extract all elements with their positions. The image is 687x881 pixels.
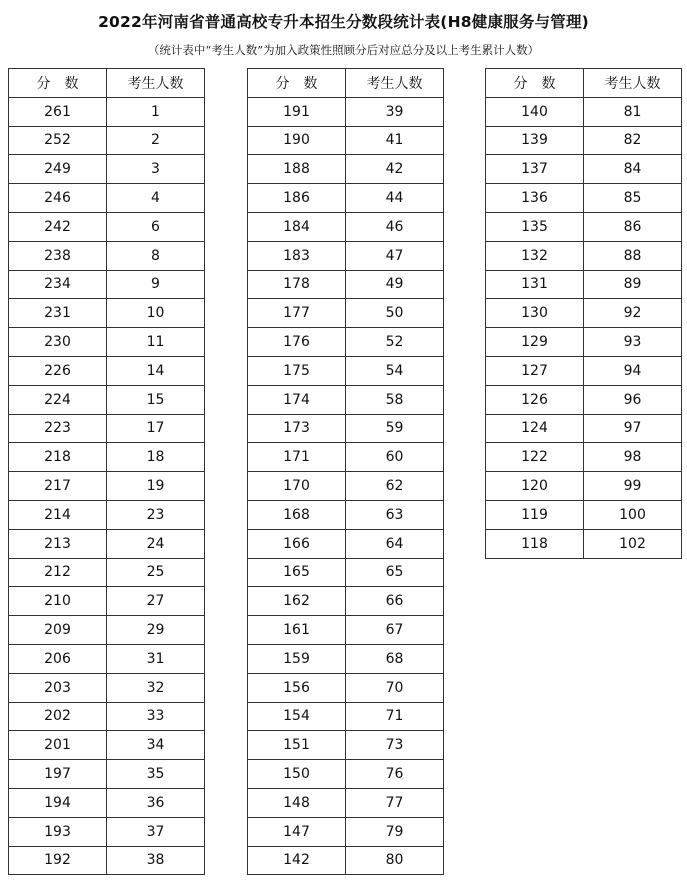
score-cell: 183: [248, 241, 346, 270]
table-row: [486, 328, 682, 357]
count-cell: 4: [107, 184, 205, 213]
table-row: [248, 817, 444, 846]
table-row: [486, 472, 682, 501]
count-cell: 93: [584, 328, 682, 357]
count-cell: 15: [107, 385, 205, 414]
count-cell: 81: [584, 97, 682, 126]
score-cell: 127: [486, 356, 584, 385]
table-row: [9, 529, 205, 558]
table-row: [248, 414, 444, 443]
count-cell: 36: [107, 788, 205, 817]
table-row: [248, 184, 444, 213]
score-cell: 206: [9, 644, 107, 673]
count-cell: 1: [107, 97, 205, 126]
table-row: [248, 97, 444, 126]
score-cell: 120: [486, 472, 584, 501]
score-cell: 238: [9, 241, 107, 270]
header-count: 考生人数: [346, 69, 444, 98]
count-cell: 76: [346, 760, 444, 789]
page-title: 2022年河南省普通高校专升本招生分数段统计表(H8健康服务与管理): [98, 13, 589, 31]
table-row: [248, 126, 444, 155]
score-cell: 210: [9, 587, 107, 616]
count-cell: 23: [107, 500, 205, 529]
table-row: [248, 529, 444, 558]
table-row: [9, 212, 205, 241]
score-cell: 174: [248, 385, 346, 414]
count-cell: 77: [346, 788, 444, 817]
table-row: [248, 443, 444, 472]
table-row: [486, 414, 682, 443]
score-table-1: [8, 68, 205, 875]
count-cell: 41: [346, 126, 444, 155]
count-cell: 65: [346, 558, 444, 587]
score-cell: 246: [9, 184, 107, 213]
table-row: [9, 155, 205, 184]
count-cell: 33: [107, 702, 205, 731]
table-row: [248, 299, 444, 328]
count-cell: 14: [107, 356, 205, 385]
score-cell: 234: [9, 270, 107, 299]
count-cell: 62: [346, 472, 444, 501]
score-cell: 223: [9, 414, 107, 443]
count-cell: 97: [584, 414, 682, 443]
score-cell: 194: [9, 788, 107, 817]
table-row: [9, 817, 205, 846]
score-cell: 212: [9, 558, 107, 587]
header-score: 分 数: [248, 69, 346, 98]
count-cell: 34: [107, 731, 205, 760]
score-cell: 190: [248, 126, 346, 155]
table-row: [9, 616, 205, 645]
count-cell: 25: [107, 558, 205, 587]
table-row: [486, 443, 682, 472]
header-score: 分 数: [9, 69, 107, 98]
score-cell: 230: [9, 328, 107, 357]
count-cell: 27: [107, 587, 205, 616]
count-cell: 79: [346, 817, 444, 846]
score-cell: 209: [9, 616, 107, 645]
header-count: 考生人数: [107, 69, 205, 98]
table-row: [486, 212, 682, 241]
table-row: [9, 328, 205, 357]
score-cell: 136: [486, 184, 584, 213]
table-row: [486, 155, 682, 184]
table-row: [9, 97, 205, 126]
score-cell: 226: [9, 356, 107, 385]
table-header-row: [248, 69, 444, 98]
score-cell: 177: [248, 299, 346, 328]
score-cell: 252: [9, 126, 107, 155]
table-row: [9, 558, 205, 587]
count-cell: 52: [346, 328, 444, 357]
table-row: [248, 558, 444, 587]
score-cell: 159: [248, 644, 346, 673]
count-cell: 96: [584, 385, 682, 414]
table-row: [248, 616, 444, 645]
score-table-2: [247, 68, 444, 875]
count-cell: 84: [584, 155, 682, 184]
count-cell: 89: [584, 270, 682, 299]
score-cell: 142: [248, 846, 346, 875]
count-cell: 59: [346, 414, 444, 443]
count-cell: 86: [584, 212, 682, 241]
score-cell: 150: [248, 760, 346, 789]
count-cell: 42: [346, 155, 444, 184]
count-cell: 66: [346, 587, 444, 616]
score-cell: 261: [9, 97, 107, 126]
table-row: [9, 184, 205, 213]
table-row: [486, 270, 682, 299]
count-cell: 47: [346, 241, 444, 270]
table-row: [9, 472, 205, 501]
table-row: [248, 760, 444, 789]
count-cell: 88: [584, 241, 682, 270]
count-cell: 9: [107, 270, 205, 299]
count-cell: 85: [584, 184, 682, 213]
count-cell: 70: [346, 673, 444, 702]
table-row: [486, 97, 682, 126]
count-cell: 2: [107, 126, 205, 155]
count-cell: 8: [107, 241, 205, 270]
score-table-3: [485, 68, 682, 559]
table-row: [9, 788, 205, 817]
score-cell: 154: [248, 702, 346, 731]
count-cell: 94: [584, 356, 682, 385]
table-row: [248, 788, 444, 817]
score-cell: 201: [9, 731, 107, 760]
count-cell: 63: [346, 500, 444, 529]
count-cell: 102: [584, 529, 682, 558]
count-cell: 64: [346, 529, 444, 558]
table-row: [248, 587, 444, 616]
count-cell: 60: [346, 443, 444, 472]
table-row: [9, 673, 205, 702]
score-cell: 161: [248, 616, 346, 645]
table-row: [486, 529, 682, 558]
table-row: [9, 356, 205, 385]
count-cell: 17: [107, 414, 205, 443]
count-cell: 24: [107, 529, 205, 558]
table-row: [9, 270, 205, 299]
table-row: [486, 184, 682, 213]
table-row: [486, 500, 682, 529]
score-cell: 166: [248, 529, 346, 558]
score-cell: 151: [248, 731, 346, 760]
count-cell: 38: [107, 846, 205, 875]
table-header-row: [9, 69, 205, 98]
table-row: [486, 241, 682, 270]
table-header-row: [486, 69, 682, 98]
count-cell: 46: [346, 212, 444, 241]
table-row: [248, 472, 444, 501]
score-cell: 122: [486, 443, 584, 472]
header-score: 分 数: [486, 69, 584, 98]
page-subtitle: （统计表中“考生人数”为加入政策性照顾分后对应总分及以上考生累计人数）: [147, 43, 540, 57]
table-row: [486, 385, 682, 414]
count-cell: 32: [107, 673, 205, 702]
table-row: [248, 155, 444, 184]
table-row: [248, 356, 444, 385]
score-cell: 213: [9, 529, 107, 558]
score-cell: 162: [248, 587, 346, 616]
score-cell: 184: [248, 212, 346, 241]
score-cell: 170: [248, 472, 346, 501]
count-cell: 99: [584, 472, 682, 501]
score-cell: 171: [248, 443, 346, 472]
score-cell: 130: [486, 299, 584, 328]
count-cell: 37: [107, 817, 205, 846]
table-row: [9, 443, 205, 472]
count-cell: 73: [346, 731, 444, 760]
score-cell: 119: [486, 500, 584, 529]
table-row: [248, 500, 444, 529]
score-cell: 203: [9, 673, 107, 702]
table-row: [486, 299, 682, 328]
score-cell: 173: [248, 414, 346, 443]
score-cell: 176: [248, 328, 346, 357]
score-cell: 129: [486, 328, 584, 357]
count-cell: 6: [107, 212, 205, 241]
count-cell: 44: [346, 184, 444, 213]
score-cell: 193: [9, 817, 107, 846]
score-cell: 135: [486, 212, 584, 241]
score-cell: 191: [248, 97, 346, 126]
count-cell: 71: [346, 702, 444, 731]
table-row: [248, 328, 444, 357]
score-cell: 242: [9, 212, 107, 241]
count-cell: 100: [584, 500, 682, 529]
count-cell: 10: [107, 299, 205, 328]
table-row: [248, 673, 444, 702]
count-cell: 35: [107, 760, 205, 789]
header-count: 考生人数: [584, 69, 682, 98]
score-cell: 156: [248, 673, 346, 702]
score-cell: 202: [9, 702, 107, 731]
table-row: [9, 299, 205, 328]
count-cell: 92: [584, 299, 682, 328]
table-row: [9, 587, 205, 616]
table-row: [9, 414, 205, 443]
score-cell: 132: [486, 241, 584, 270]
table-row: [486, 126, 682, 155]
table-row: [9, 760, 205, 789]
table-row: [248, 644, 444, 673]
table-row: [248, 846, 444, 875]
count-cell: 80: [346, 846, 444, 875]
table-row: [248, 385, 444, 414]
score-cell: 178: [248, 270, 346, 299]
count-cell: 29: [107, 616, 205, 645]
table-row: [9, 385, 205, 414]
table-row: [9, 126, 205, 155]
count-cell: 39: [346, 97, 444, 126]
score-cell: 192: [9, 846, 107, 875]
count-cell: 18: [107, 443, 205, 472]
table-row: [248, 241, 444, 270]
table-row: [9, 702, 205, 731]
score-cell: 249: [9, 155, 107, 184]
score-cell: 197: [9, 760, 107, 789]
score-cell: 137: [486, 155, 584, 184]
score-cell: 131: [486, 270, 584, 299]
count-cell: 19: [107, 472, 205, 501]
score-cell: 214: [9, 500, 107, 529]
table-row: [248, 212, 444, 241]
table-row: [248, 731, 444, 760]
table-row: [9, 846, 205, 875]
score-cell: 168: [248, 500, 346, 529]
count-cell: 49: [346, 270, 444, 299]
score-cell: 165: [248, 558, 346, 587]
score-cell: 118: [486, 529, 584, 558]
count-cell: 3: [107, 155, 205, 184]
score-cell: 139: [486, 126, 584, 155]
table-row: [9, 731, 205, 760]
score-cell: 175: [248, 356, 346, 385]
score-cell: 140: [486, 97, 584, 126]
count-cell: 54: [346, 356, 444, 385]
count-cell: 67: [346, 616, 444, 645]
score-cell: 186: [248, 184, 346, 213]
table-row: [9, 644, 205, 673]
table-row: [9, 241, 205, 270]
score-cell: 124: [486, 414, 584, 443]
score-cell: 217: [9, 472, 107, 501]
score-cell: 231: [9, 299, 107, 328]
score-cell: 126: [486, 385, 584, 414]
table-row: [9, 500, 205, 529]
table-row: [486, 356, 682, 385]
count-cell: 98: [584, 443, 682, 472]
count-cell: 82: [584, 126, 682, 155]
score-cell: 224: [9, 385, 107, 414]
score-cell: 218: [9, 443, 107, 472]
score-cell: 188: [248, 155, 346, 184]
count-cell: 31: [107, 644, 205, 673]
score-cell: 147: [248, 817, 346, 846]
score-cell: 148: [248, 788, 346, 817]
table-row: [248, 270, 444, 299]
count-cell: 68: [346, 644, 444, 673]
table-row: [248, 702, 444, 731]
count-cell: 58: [346, 385, 444, 414]
count-cell: 11: [107, 328, 205, 357]
count-cell: 50: [346, 299, 444, 328]
